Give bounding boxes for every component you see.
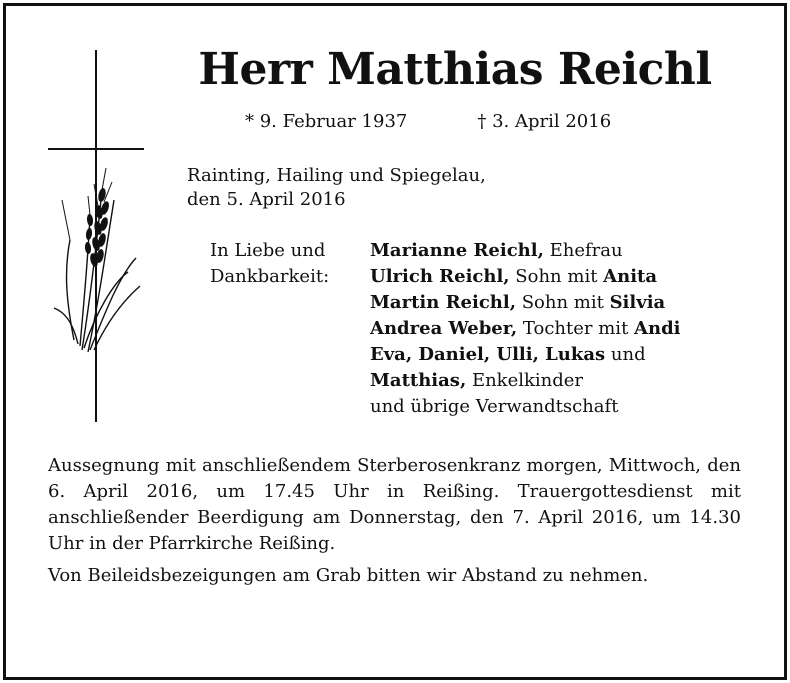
mourner-name: Ulrich Reichl,: [370, 266, 510, 287]
mourners-list: [370, 238, 745, 420]
cross-with-wheat-icon: [44, 50, 144, 425]
mourner-role: Tochter mit: [517, 318, 635, 339]
mourner-line: [370, 264, 745, 290]
mourner-name: Martin Reichl,: [370, 292, 516, 313]
mourners-block: [210, 238, 745, 420]
mourner-line: [370, 342, 745, 368]
death-date: † 3. April 2016: [477, 111, 612, 132]
date-line: den 5. April 2016: [187, 189, 346, 211]
mourner-role: Ehefrau: [543, 240, 623, 261]
grandchildren-last: Matthias,: [370, 370, 467, 391]
mourner-name: Marianne Reichl,: [370, 240, 544, 261]
intro-line: Dankbarkeit:: [210, 266, 330, 287]
funeral-notice: [48, 453, 741, 589]
mourner-line: [370, 316, 745, 342]
mourner-role: Sohn mit: [509, 266, 604, 287]
mourner-partner: Anita: [603, 266, 658, 287]
mourner-line: [370, 290, 745, 316]
mourner-line: [370, 238, 745, 264]
place-line: Rainting, Hailing und Spiegelau,: [187, 165, 486, 186]
funeral-details: Aussegnung mit anschließendem Sterberosenkranz morgen, Mittwoch, den 6. April 2016, um 17.45 Uhr in Reißing. Trauergottesdienst mit anschließender Beerdigung am Donnerstag, den 7. April 2016, um 14.30 Uhr in der Pfarrkirche Reißing.: [48, 455, 741, 554]
deceased-name: Herr Matthias Reichl: [198, 44, 712, 95]
mourners-intro: [210, 238, 370, 420]
mourner-partner: Silvia: [609, 292, 666, 313]
mourner-name: Andrea Weber,: [370, 318, 518, 339]
life-dates: [245, 110, 611, 133]
mourner-line: und übrige Verwandtschaft: [370, 396, 619, 417]
place-and-date: [187, 164, 486, 213]
intro-line: In Liebe und: [210, 240, 326, 261]
mourner-line: [370, 368, 745, 394]
grandchildren-names: Eva, Daniel, Ulli, Lukas: [370, 344, 606, 365]
mourner-partner: Andi: [634, 318, 681, 339]
grandchildren-role: Enkelkinder: [466, 370, 584, 391]
birth-date: * 9. Februar 1937: [245, 111, 408, 132]
condolence-note: Von Beileidsbezeigungen am Grab bitten wir Abstand zu nehmen.: [48, 565, 649, 586]
grandchildren-and: und: [605, 344, 646, 365]
mourner-role: Sohn mit: [515, 292, 610, 313]
